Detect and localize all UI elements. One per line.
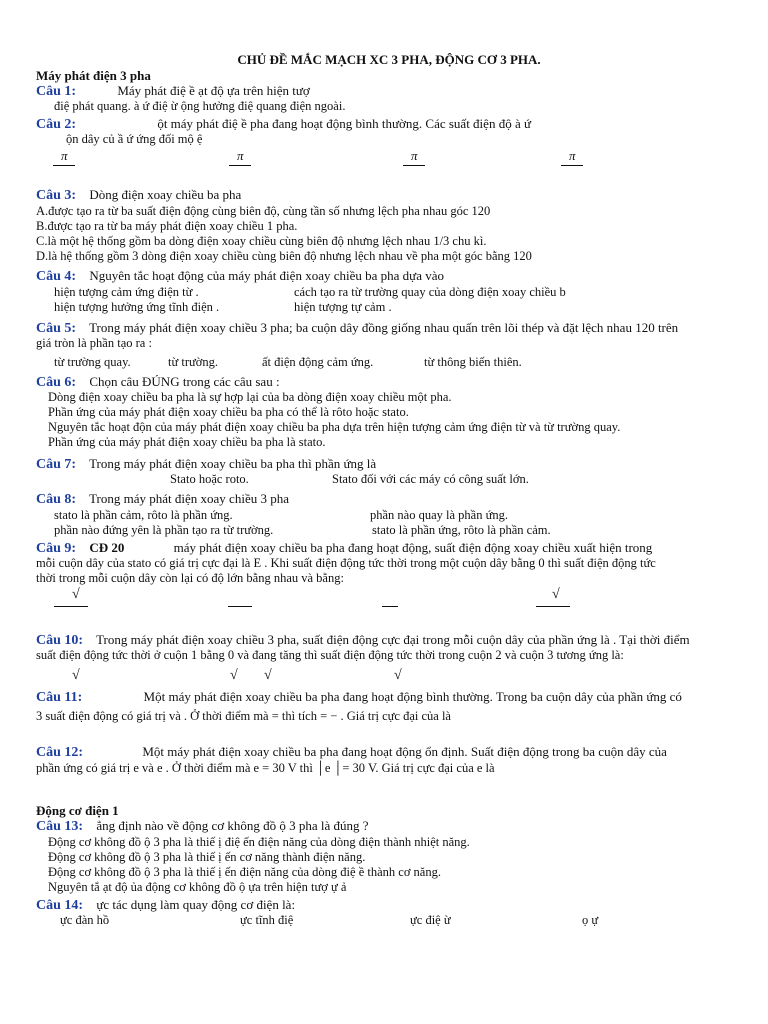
sqrt-symbol: √ [72,668,80,683]
option-c: phần nào đứng yên là phần tạo ra từ trường. [54,523,274,537]
question-text: ột máy phát điệ ề pha đang hoạt động bình thường. Các suất điện độ à ứ [157,116,532,131]
option-a: stato là phần cảm, rôto là phần ứng. [54,508,233,522]
option-b: cách tạo ra từ trường quay của dòng điện xoay chiều b [294,285,566,299]
question-6 [36,374,768,391]
option-b: Phần ứng của máy phát điện xoay chiều ba pha có thể là rôto hoặc stato. [48,405,409,419]
question-number: Câu 9: [36,541,77,556]
option-a: Stato hoặc roto. [170,472,249,486]
question-text: Dòng điện xoay chiều ba pha [89,187,242,202]
question-4 [36,268,768,285]
question-number: Câu 8: [36,492,77,507]
sqrt-symbol: √ [394,668,402,683]
question-number: Câu 13: [36,819,84,834]
question-number: Câu 5: [36,321,77,336]
question-1 [36,83,768,100]
question-number: Câu 6: [36,375,77,390]
page-title: CHỦ ĐỀ MẮC MẠCH XC 3 PHA, ĐỘNG CƠ 3 PHA. [237,52,541,67]
section-motor: Động cơ điện 1 [36,803,119,818]
option-a: Động cơ không đồ ộ 3 pha là thiế ị điệ ến điện năng của dòng điện thành nhiệt năng. [48,835,470,849]
section-generator: Máy phát điện 3 pha [36,68,151,83]
option-d: Phần ứng của máy phát điện xoay chiều ba pha là stato. [48,435,326,449]
option-c: ất điện động cảm ứng. [262,355,374,369]
option-a: Dòng điện xoay chiều ba pha là sự hợp lại của ba dòng điện xoay chiều một pha. [48,390,452,404]
question-line: phần ứng có giá trị e và e . Ở thời điểm mà e = 30 V thì │e │= 30 V. Giá trị cực đại của e là [36,761,495,775]
question-9 [36,540,768,557]
fraction-bar [382,606,398,607]
question-2 [36,116,768,133]
question-source-tag: CĐ 20 [89,540,125,555]
option-d: stato là phần ứng, rôto là phần cảm. [372,523,551,537]
question-line: giá tròn là phần tạo ra : [36,336,152,350]
pi-fraction: π [237,148,244,163]
question-number: Câu 3: [36,188,77,203]
question-7 [36,456,768,473]
question-number: Câu 7: [36,457,77,472]
question-text: Chọn câu ĐÚNG trong các câu sau : [89,374,280,389]
option-d: hiện tượng tự cảm . [294,300,392,314]
question-text: Trong máy phát điện xoay chiều ba pha thì phần ứng là [89,456,377,471]
question-number: Câu 1: [36,84,77,99]
question-text: ực tác dụng làm quay động cơ điện là: [96,897,296,912]
option-d: Nguyên tắ ạt độ ủa động cơ không đồ ộ ựa trên hiện tượ ự ả [48,880,347,894]
options-line: điệ phát quang. à ứ điệ ừ ộng hưởng điệ quang điện ngoài. [54,99,346,113]
question-line: 3 suất điện động có giá trị và . Ở thời điểm mà = thì tích = − . Giá trị cực đại của là [36,709,451,723]
option-b: từ trường. [168,355,219,369]
option-c: Nguyên tắc hoạt độn của máy phát điện xoay chiều ba pha dựa trên hiện tượng cảm ứng điện từ và từ trường quay. [48,420,621,434]
question-10 [36,632,768,649]
question-text: máy phát điện xoay chiều ba pha đang hoạt động, suất điện động xoay chiều xuất hiện trong [173,540,653,555]
fraction-bar [536,606,570,607]
question-number: Câu 2: [36,117,77,132]
option-d: D.là hệ thống gồm 3 dòng điện xoay chiều cùng biên độ nhưng lệch nhau về pha một góc bằng 120 [36,249,532,263]
option-d: ọ ự [582,913,599,927]
question-line: thời trong mỗi cuộn dây còn lại có độ lớn bằng nhau và bằng: [36,571,344,585]
fraction-bar [54,606,88,607]
question-text: Máy phát điệ ề ạt độ ựa trên hiện tượ [117,83,310,98]
sqrt-symbol: √ [230,668,238,683]
question-13 [36,818,768,835]
question-number: Câu 10: [36,633,84,648]
pi-fraction: π [569,148,576,163]
option-a: từ trường quay. [54,355,131,369]
option-b: Động cơ không đồ ộ 3 pha là thiế ị ến cơ năng thành điện năng. [48,850,366,864]
option-c: ực điệ ừ [410,913,451,927]
question-14 [36,897,768,914]
question-3 [36,187,768,204]
question-text: Trong máy phát điện xoay chiều 3 pha [89,491,289,506]
question-line: suất điện động tức thời ở cuộn 1 bằng 0 và đang tăng thì suất điện động tức thời trong cuộn 2 và cuộn 3 tương ứng là: [36,648,624,662]
option-a: A.được tạo ra từ ba suất điện động cùng biên độ, cùng tần số nhưng lệch pha nhau góc 120 [36,204,491,218]
pi-fraction: π [411,148,418,163]
question-number: Câu 4: [36,269,77,284]
sqrt-symbol: √ [552,587,560,602]
question-text: ẳng định nào về động cơ không đồ ộ 3 pha là đúng ? [96,818,369,833]
fraction-bar [228,606,252,607]
option-c: hiện tượng hưởng ứng tĩnh điện . [54,300,220,314]
question-8 [36,491,768,508]
option-c: Động cơ không đồ ộ 3 pha là thiế ị ến điện năng của dòng điệ ề thành cơ năng. [48,865,441,879]
question-number: Câu 12: [36,745,84,760]
question-text: Một máy phát điện xoay chiều ba pha đang hoạt động ổn định. Suất điện động trong ba cuộn dây của [142,744,667,759]
pi-fraction: π [61,148,68,163]
option-c: C.là một hệ thống gồm ba dòng điện xoay chiều cùng biên độ nhưng lệch nhau 1/3 chu kì. [36,234,487,248]
option-b: phần nào quay là phần ứng. [370,508,508,522]
question-text: Nguyên tắc hoạt động của máy phát điện xoay chiều ba pha dựa vào [89,268,444,283]
question-5 [36,320,768,337]
option-a: ực đàn hồ [60,913,110,927]
question-text: Trong máy phát điện xoay chiều 3 pha, suất điện động cực đại trong mỗi cuộn dây của phần ứng là . Tại thời điểm [96,632,690,647]
option-d: từ thông biến thiên. [424,355,522,369]
question-11 [36,689,768,706]
option-b: Stato đối với các máy có công suất lớn. [332,472,529,486]
option-b: ực tĩnh điệ [240,913,294,927]
sqrt-symbol: √ [72,587,80,602]
option-a: hiện tượng cảm ứng điện từ . [54,285,199,299]
question-line: ộn dây củ ầ ứ ứng đối mộ ệ [66,132,203,146]
sqrt-symbol: √ [264,668,272,683]
question-line: mỗi cuộn dây của stato có giá trị cực đại là E . Khi suất điện động tức thời trong một cuộn dây bằng 0 thì suất điện động tức [36,556,656,570]
question-text: Trong máy phát điện xoay chiều 3 pha; ba cuộn dây đồng giống nhau quấn trên lõi thép và đặt lệch nhau 120 trên [89,320,679,335]
question-number: Câu 11: [36,690,83,705]
question-12 [36,744,768,761]
question-number: Câu 14: [36,898,84,913]
option-b: B.được tạo ra từ ba máy phát điện xoay chiều 1 pha. [36,219,298,233]
question-text: Một máy phát điện xoay chiều ba pha đang hoạt động bình thường. Trong ba cuộn dây của phần ứng có [143,689,682,704]
